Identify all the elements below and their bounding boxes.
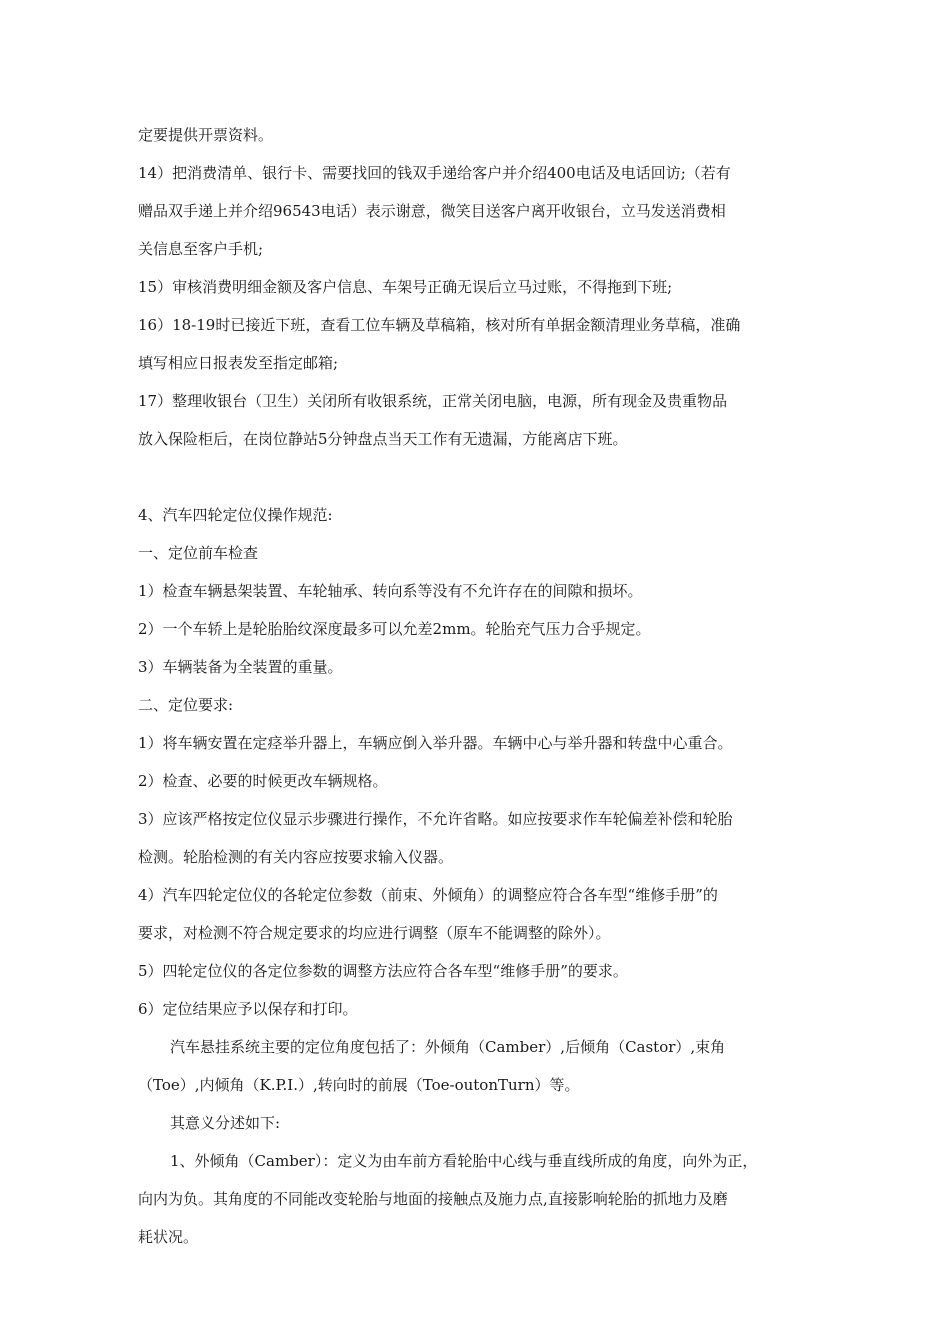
text-line: 14）把消费清单、银行卡、需要找回的钱双手递给客户并介绍400电话及电话回访;（若有 [138, 164, 731, 182]
section-heading: 4、汽车四轮定位仪操作规范: [138, 506, 333, 524]
text-line: 17）整理收银台（卫生）关闭所有收银系统，正常关闭电脑，电源，所有现金及贵重物品 [138, 392, 728, 410]
text-line: 要求，对检测不符合规定要求的均应进行调整（原车不能调整的除外）。 [138, 924, 611, 942]
paragraph-line: 其意义分述如下: [170, 1114, 281, 1132]
paragraph-line: 耗状况。 [138, 1228, 199, 1246]
text-line: 关信息至客户手机; [138, 240, 264, 258]
text-line: 3）车辆装备为全装置的重量。 [138, 658, 343, 676]
paragraph-line: 1、外倾角（Camber）：定义为由车前方看轮胎中心线与垂直线所成的角度，向外为正， [170, 1152, 758, 1170]
text-line: 赠品双手递上并介绍96543电话）表示谢意，微笑目送客户离开收银台，立马发送消费相 [138, 202, 726, 220]
text-line: 16）18-19时已接近下班，查看工位车辆及草稿箱，核对所有单据金额清理业务草稿，准确 [138, 316, 741, 334]
text-line: 5）四轮定位仪的各定位参数的调整方法应符合各车型“维修手册”的要求。 [138, 962, 628, 980]
text-line: 放入保险柜后，在岗位静站5分钟盘点当天工作有无遗漏，方能离店下班。 [138, 430, 628, 448]
text-line: 2）检查、必要的时候更改车辆规格。 [138, 772, 388, 790]
subsection-heading: 一、定位前车检查 [138, 544, 259, 562]
text-line: 检测。轮胎检测的有关内容应按要求输入仪器。 [138, 848, 454, 866]
text-line: 1）检查车辆悬架装置、车轮轴承、转向系等没有不允许存在的间隙和损坏。 [138, 582, 643, 600]
text-line: 4）汽车四轮定位仪的各轮定位参数（前束、外倾角）的调整应符合各车型“维修手册”的 [138, 886, 718, 904]
text-line: 定要提供开票资料。 [138, 126, 274, 144]
blank-line [138, 458, 818, 496]
paragraph-line: （Toe）,内倾角（K.P.I.）,转向时的前展（Toe-outonTurn）等。 [138, 1076, 580, 1094]
text-line: 6）定位结果应予以保存和打印。 [138, 1000, 358, 1018]
text-line: 填写相应日报表发至指定邮箱; [138, 354, 339, 372]
text-line: 1）将车辆安置在定痉举升器上，车辆应倒入举升器。车辆中心与举升器和转盘中心重合。 [138, 734, 733, 752]
text-line: 15）审核消费明细金额及客户信息、车架号正确无误后立马过账，不得拖到下班; [138, 278, 673, 296]
subsection-heading: 二、定位要求: [138, 696, 234, 714]
paragraph-line: 向内为负。其角度的不同能改变轮胎与地面的接触点及施力点,直接影响轮胎的抓地力及磨 [138, 1190, 728, 1208]
text-line: 2）一个车轿上是轮胎胎纹深度最多可以允差2mm。轮胎充气压力合乎规定。 [138, 620, 651, 638]
paragraph-line: 汽车悬挂系统主要的定位角度包括了：外倾角（Camber）,后倾角（Castor）,束角 [170, 1038, 726, 1056]
text-line: 3）应该严格按定位仪显示步骤进行操作，不允许省略。如应按要求作车轮偏差补偿和轮胎 [138, 810, 733, 828]
document-body [138, 116, 818, 1256]
